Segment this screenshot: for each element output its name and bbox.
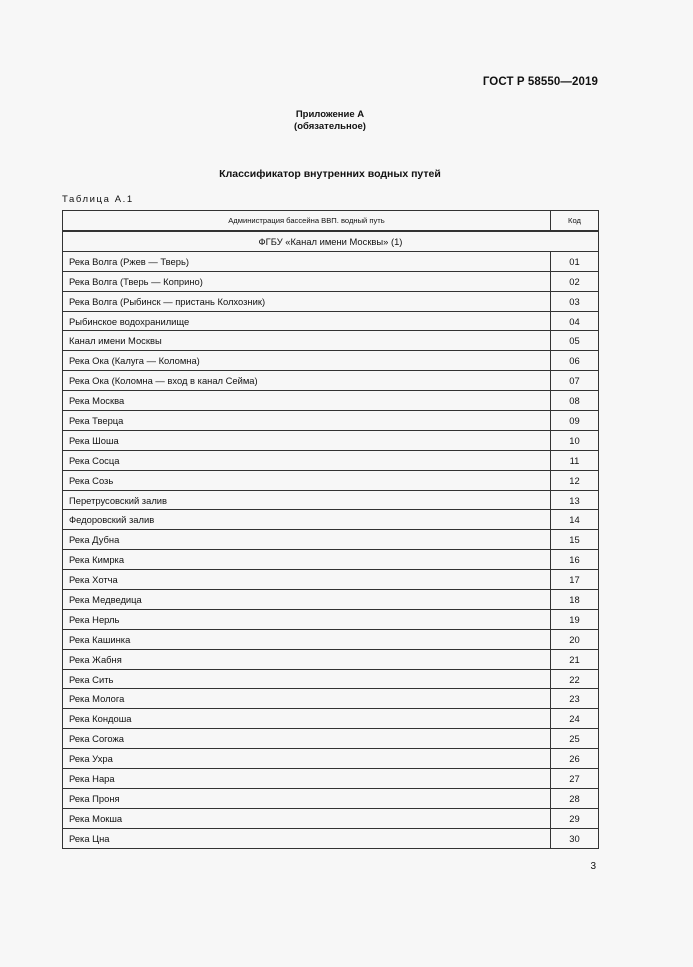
annex-heading xyxy=(0,109,660,133)
table-row xyxy=(63,689,599,709)
waterway-name: Река Ока (Коломна — вход в канал Сейма) xyxy=(63,371,551,391)
annex-title: Приложение А xyxy=(295,109,365,120)
waterway-code: 15 xyxy=(551,530,599,550)
waterway-code: 06 xyxy=(551,351,599,371)
waterway-code: 10 xyxy=(551,430,599,450)
table-row xyxy=(63,729,599,749)
table-row xyxy=(63,709,599,729)
table-row xyxy=(63,749,599,769)
waterway-code: 18 xyxy=(551,590,599,610)
waterway-code: 30 xyxy=(551,828,599,848)
waterway-name: Река Молога xyxy=(63,689,551,709)
waterway-name: Река Проня xyxy=(63,788,551,808)
table-row xyxy=(63,391,599,411)
table-row xyxy=(63,550,599,570)
table-row xyxy=(63,808,599,828)
table-row xyxy=(63,411,599,431)
table-row xyxy=(63,251,599,271)
waterway-code: 28 xyxy=(551,788,599,808)
waterway-name: Река Тверца xyxy=(63,411,551,431)
waterway-code: 03 xyxy=(551,291,599,311)
table-row xyxy=(63,430,599,450)
waterway-code: 14 xyxy=(551,510,599,530)
waterway-name: Река Медведица xyxy=(63,590,551,610)
waterway-code: 13 xyxy=(551,490,599,510)
table-row xyxy=(63,649,599,669)
table-row xyxy=(63,769,599,789)
waterway-code: 05 xyxy=(551,331,599,351)
table-row xyxy=(63,271,599,291)
waterway-code: 29 xyxy=(551,808,599,828)
waterway-code: 24 xyxy=(551,709,599,729)
group-row xyxy=(63,231,599,251)
waterway-code: 04 xyxy=(551,311,599,331)
waterway-code: 01 xyxy=(551,251,599,271)
table-label: Таблица А.1 xyxy=(62,194,134,205)
waterway-code: 12 xyxy=(551,470,599,490)
waterway-code: 23 xyxy=(551,689,599,709)
standard-number: ГОСТ Р 58550—2019 xyxy=(482,76,598,88)
waterway-name: Река Волга (Рыбинск — пристань Колхозник) xyxy=(63,291,551,311)
column-header-code: Код xyxy=(551,211,599,232)
waterway-name: Река Волга (Ржев — Тверь) xyxy=(63,251,551,271)
group-label: ФГБУ «Канал имени Москвы» (1) xyxy=(63,231,599,251)
waterway-name: Перетрусовский залив xyxy=(63,490,551,510)
waterway-code: 21 xyxy=(551,649,599,669)
waterway-code: 11 xyxy=(551,450,599,470)
waterway-name: Река Ока (Калуга — Коломна) xyxy=(63,351,551,371)
table-row xyxy=(63,331,599,351)
table-row xyxy=(63,371,599,391)
table-row xyxy=(63,311,599,331)
waterway-name: Река Сить xyxy=(63,669,551,689)
waterway-name: Федоровский залив xyxy=(63,510,551,530)
table-row xyxy=(63,669,599,689)
table-row xyxy=(63,510,599,530)
table-row xyxy=(63,590,599,610)
waterway-name: Рыбинское водохранилище xyxy=(63,311,551,331)
waterway-name: Река Согожа xyxy=(63,729,551,749)
waterway-code: 19 xyxy=(551,609,599,629)
waterway-name: Река Сосца xyxy=(63,450,551,470)
waterway-name: Река Кимрка xyxy=(63,550,551,570)
table-row xyxy=(63,609,599,629)
waterway-code: 07 xyxy=(551,371,599,391)
waterway-name: Река Мокша xyxy=(63,808,551,828)
table-row xyxy=(63,351,599,371)
table-row xyxy=(63,570,599,590)
waterway-name: Река Хотча xyxy=(63,570,551,590)
table-row xyxy=(63,629,599,649)
waterway-name: Река Кондоша xyxy=(63,709,551,729)
waterway-name: Река Шоша xyxy=(63,430,551,450)
waterway-code: 16 xyxy=(551,550,599,570)
waterway-name: Река Кашинка xyxy=(63,629,551,649)
waterway-code: 09 xyxy=(551,411,599,431)
table-header-row xyxy=(63,211,599,232)
waterway-code: 27 xyxy=(551,769,599,789)
document-title: Классификатор внутренних водных путей xyxy=(219,168,441,180)
table-row xyxy=(63,530,599,550)
waterway-name: Река Цна xyxy=(63,828,551,848)
waterway-name: Река Нара xyxy=(63,769,551,789)
table-row xyxy=(63,828,599,848)
table-row xyxy=(63,450,599,470)
table-row xyxy=(63,788,599,808)
waterway-code: 02 xyxy=(551,271,599,291)
waterway-code: 25 xyxy=(551,729,599,749)
classifier-table xyxy=(62,210,599,849)
waterway-code: 20 xyxy=(551,629,599,649)
waterway-name: Река Ухра xyxy=(63,749,551,769)
waterway-code: 08 xyxy=(551,391,599,411)
table-row xyxy=(63,490,599,510)
waterway-name: Река Созь xyxy=(63,470,551,490)
waterway-name: Река Волга (Тверь — Коприно) xyxy=(63,271,551,291)
page-number: 3 xyxy=(590,861,596,872)
waterway-code: 26 xyxy=(551,749,599,769)
waterway-code: 17 xyxy=(551,570,599,590)
waterway-name: Река Жабня xyxy=(63,649,551,669)
table-row xyxy=(63,291,599,311)
waterway-code: 22 xyxy=(551,669,599,689)
waterway-name: Река Дубна xyxy=(63,530,551,550)
annex-status: (обязательное) xyxy=(294,121,366,132)
column-header-waterway: Администрация бассейна ВВП. водный путь xyxy=(63,211,551,232)
waterway-name: Канал имени Москвы xyxy=(63,331,551,351)
waterway-name: Река Москва xyxy=(63,391,551,411)
waterway-name: Река Нерль xyxy=(63,609,551,629)
table-row xyxy=(63,470,599,490)
